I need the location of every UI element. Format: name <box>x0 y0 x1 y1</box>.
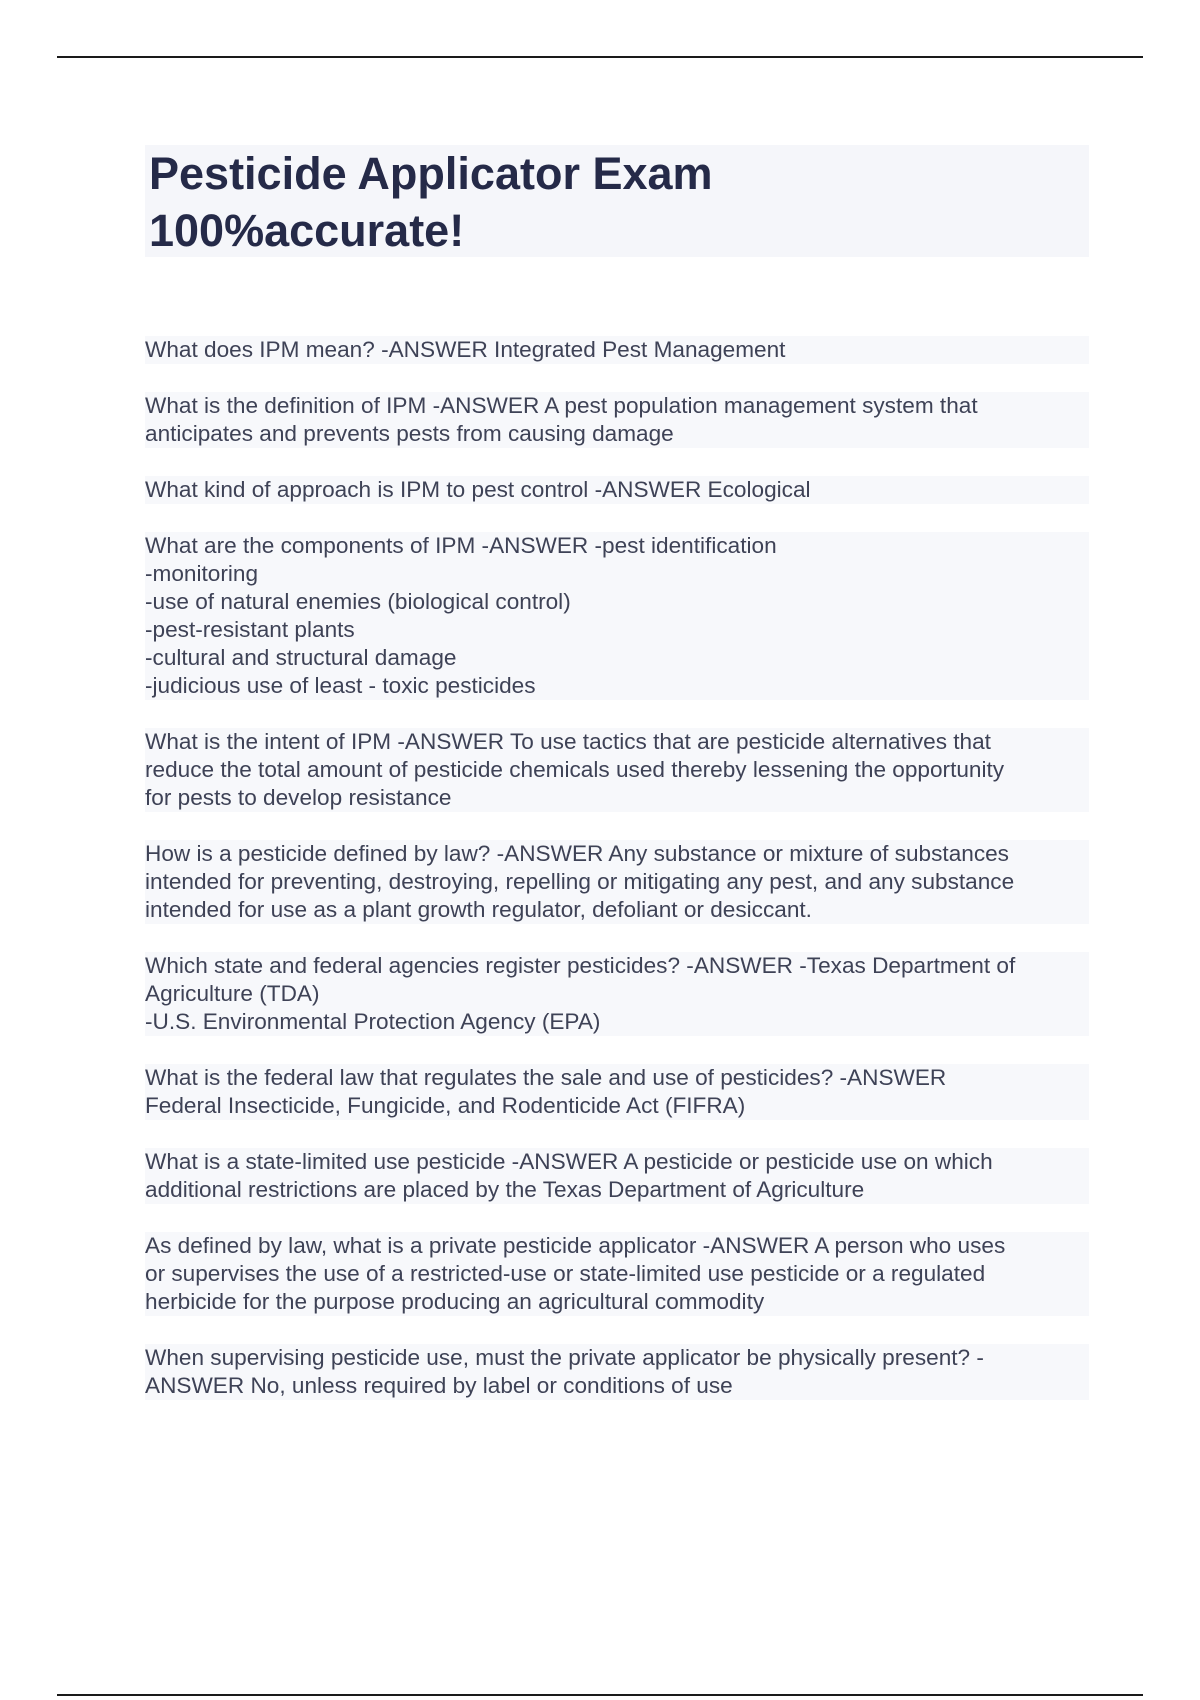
qa-entry-ipm-definition: What is the definition of IPM -ANSWER A pest population management system that anticipates and prevents pests from causing damage <box>145 392 1089 448</box>
qa-entry-registering-agencies: Which state and federal agencies register pesticides? -ANSWER -Texas Department of Agriculture (TDA) -U.S. Environmental Protection Agency (EPA) <box>145 952 1089 1036</box>
qa-entry-ipm-components: What are the components of IPM -ANSWER -pest identification -monitoring -use of natural enemies (biological control) -pest-resistant plants -cultural and structural damage -judicious use of least - toxic pesticides <box>145 532 1089 700</box>
qa-entry-ipm-intent: What is the intent of IPM -ANSWER To use tactics that are pesticide alternatives that reduce the total amount of pesticide chemicals used thereby lessening the opportunity for pests to develop resistance <box>145 728 1089 812</box>
top-rule <box>57 56 1143 58</box>
document-title: Pesticide Applicator Exam 100%accurate! <box>149 148 713 256</box>
bottom-rule <box>57 1694 1143 1696</box>
qa-entry-supervision-presence: When supervising pesticide use, must the private applicator be physically present? - ANSWER No, unless required by label or conditions of use <box>145 1344 1089 1400</box>
qa-entry-federal-law: What is the federal law that regulates the sale and use of pesticides? -ANSWER Federal Insecticide, Fungicide, and Rodenticide Act (FIFRA) <box>145 1064 1089 1120</box>
title-block <box>145 145 1089 257</box>
qa-entry-pesticide-law-definition: How is a pesticide defined by law? -ANSWER Any substance or mixture of substances intended for preventing, destroying, repelling or mitigating any pest, and any substance intended for use as a plant growth regulator, defoliant or desiccant. <box>145 840 1089 924</box>
qa-list <box>145 336 1089 1428</box>
qa-entry-ipm-approach: What kind of approach is IPM to pest control -ANSWER Ecological <box>145 476 1089 504</box>
qa-entry-ipm-meaning: What does IPM mean? -ANSWER Integrated Pest Management <box>145 336 1089 364</box>
qa-entry-state-limited-use: What is a state-limited use pesticide -ANSWER A pesticide or pesticide use on which additional restrictions are placed by the Texas Department of Agriculture <box>145 1148 1089 1204</box>
qa-entry-private-applicator: As defined by law, what is a private pesticide applicator -ANSWER A person who uses or supervises the use of a restricted-use or state-limited use pesticide or a regulated herbicide for the purpose producing an agricultural commodity <box>145 1232 1089 1316</box>
